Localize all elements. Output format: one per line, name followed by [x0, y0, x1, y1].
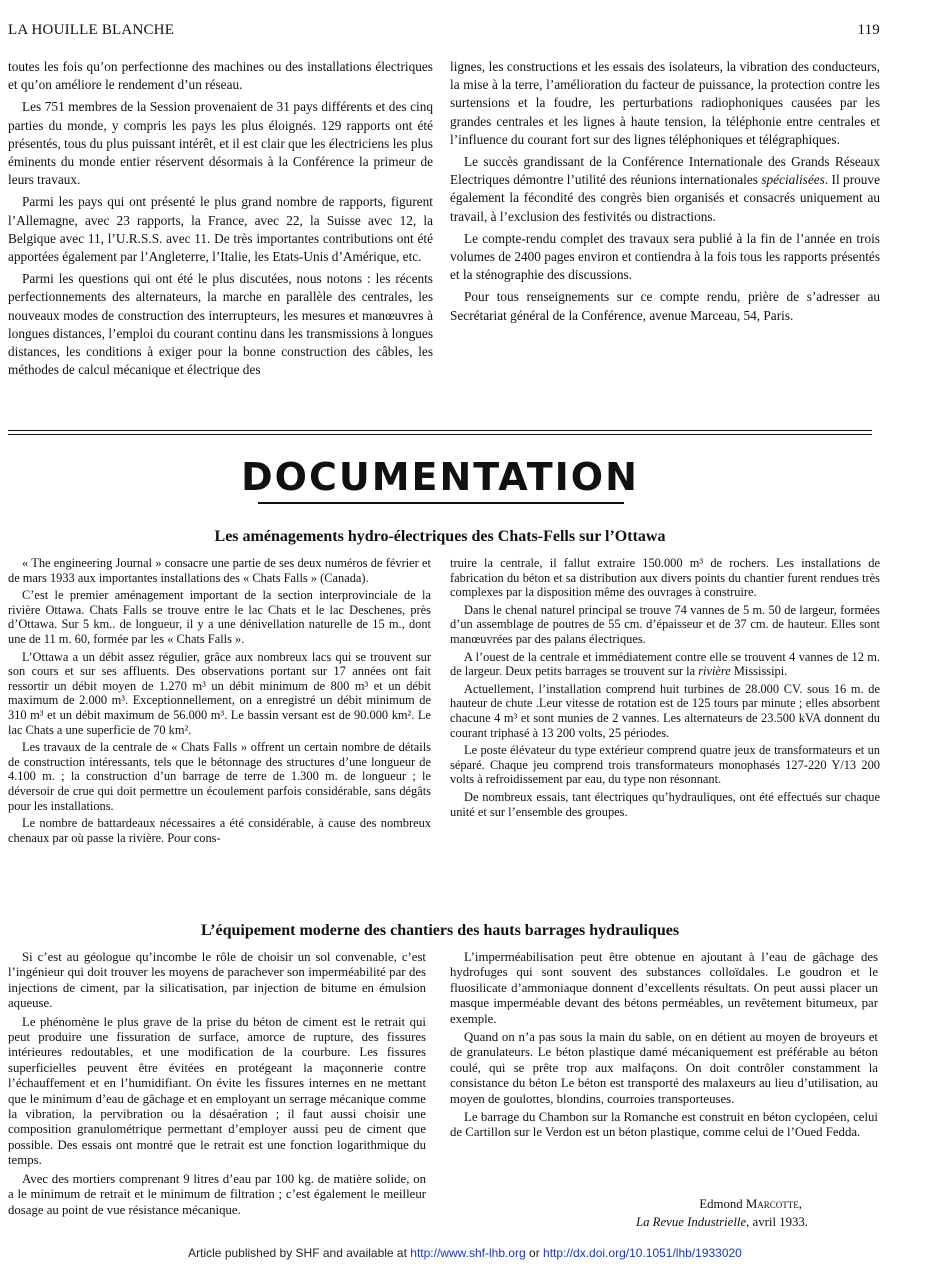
- paragraph: Si c’est au géologue qu’incombe le rôle de choisir un sol convenable, c’est l’ingénieur qui doit trouver les moyens de parachever son imperméabilité par des injections de ciment, par la silicatisation, par injection de bitume en émulsion aqueuse.: [8, 950, 426, 1011]
- paragraph: Le compte-rendu complet des travaux sera publié à la fin de l’année en trois volumes de 2400 pages environ et contiendra à la fois tous les rapports présentés et la sténographie des discussions.: [450, 230, 880, 283]
- top-left-column: [8, 58, 433, 379]
- source-citation: La Revue Industrielle, avril 1933.: [635, 1215, 808, 1229]
- paragraph: C’est le premier aménagement important de la section interprovinciale de la rivière Ottawa. Chats Falls se trouve entre le lac Chats et le lac Deschenes, près d’Ottawa. Sur 5 km.. de longueur, il y a une dénivellation naturelle de 15 m., dont une de 11 m. 60, formée par les « Chats Falls ».: [8, 588, 431, 646]
- publication-footer: Article published by SHF and available at http://www.shf-lhb.org or http://dx.doi.org/10.1051/lhb/1933020: [188, 1246, 742, 1260]
- paragraph: Les travaux de la centrale de « Chats Falls » offrent un certain nombre de détails de construction intéressants, tels que le bétonnage des structures d’une longueur de 4.100 m. ; la construction d’un barrage de terre de 1.300 m. de longueur ; le déversoir de crue qui doit permettre un écoulement parfois considérable, sans dégâts pour les installations.: [8, 740, 431, 813]
- journal-title: LA HOUILLE BLANCHE: [8, 22, 175, 38]
- paragraph: Le succès grandissant de la Conférence Internationale des Grands Réseaux Electriques démontre l’utilité des réunions internationales spécialisées. Il prouve également la fécondité des congrès bien organisés et consacrés uniquement au travail, à l’exclusion des festivités ou distractions.: [450, 154, 880, 224]
- top-right-column: [450, 58, 880, 325]
- paragraph: toutes les fois qu’on perfectionne des machines ou des installations électriques et qu’on améliore le rendement d’un réseau.: [8, 59, 433, 93]
- paragraph: « The engineering Journal » consacre une partie de ses deux numéros de février et de mars 1933 aux importantes installations des « Chats Falls » (Canada).: [8, 556, 431, 585]
- doi-link[interactable]: http://dx.doi.org/10.1051/lhb/1933020: [543, 1246, 742, 1260]
- paragraph: Pour tous renseignements sur ce compte rendu, prière de s’adresser au Secrétariat général de la Conférence, avenue Marceau, 54, Paris.: [450, 289, 880, 323]
- section1-right-column: [450, 556, 880, 819]
- separator-rule: [8, 430, 872, 431]
- section1-left-column: [8, 556, 431, 845]
- paragraph: Parmi les questions qui ont été le plus discutées, nous notons : les récents perfectionnements des alternateurs, la marche en parallèle des centrales, les nouveaux modes de construction des interrupteurs, les mesures et manœuvres à longues distances, l’emploi du courant continu dans les transmissions à longues distances, les conditions à exiger pour la bonne construction des câbles, les méthodes de calcul mécanique et électrique des: [8, 271, 433, 378]
- paragraph: L’Ottawa a un débit assez régulier, grâce aux nombreux lacs qui se trouvent sur son cours et sur ses affluents. Des observations portant sur 17 années ont fait ressortir un débit moyen de 1.270 m³ un débit minimum de 800 m³ et un débit maximum de 2.000 m³. Exceptionnellement, on a enregistré un débit minimum de 310 m³ et un débit maximum de 56.000 m³. Le bassin versant est de 90.000 km². Le lac Chats a une superficie de 70 km².: [8, 649, 431, 737]
- paragraph: L’imperméabilisation peut être obtenue en ajoutant à l’eau de gâchage des hydrofuges qui sont souvent des substances colloïdales. Le goudron et le fluosilicate d’ammoniaque donnent d’excellents résultats. On peut aussi placer un masque imperméable devant des bétons perméables, un revêtement bitumeux, par exemple.: [450, 950, 878, 1026]
- paragraph: Quand on n’a pas sous la main du sable, on en détient au moyen de broyeurs et de granulateurs. Le béton plastique damé mécaniquement est préférable au béton coulé, qui se prête trop aux malfaçons. On doit contrôler constamment la consistance du béton Le béton est transporté des malaxeurs au lieu d’utilisation, au moyen de goulottes, blondins, courroies transporteuses.: [450, 1030, 878, 1106]
- paragraph: Avec des mortiers comprenant 9 litres d’eau par 100 kg. de matière solide, on a le minimum de retrait et le minimum de filtration ; c’est également le meilleur dosage au point de vue résistance mécanique.: [8, 1171, 426, 1217]
- paragraph: Le poste élévateur du type extérieur comprend quatre jeux de transformateurs et un séparé. Chaque jeu comprend trois transformateurs monophasés 127-220 Y/13 200 volts à refroidissement par eau, du type non résonnant.: [450, 743, 880, 787]
- heading-underline: [258, 502, 624, 504]
- paragraph: De nombreux essais, tant électriques qu’hydrauliques, ont été effectués sur chaque unité et sur l’ensemble des groupes.: [450, 789, 880, 819]
- page-number: 119: [857, 22, 880, 38]
- paragraph: lignes, les constructions et les essais des isolateurs, la vibration des conducteurs, la mise à la terre, l’amélioration du facteur de puissance, la protection contre les surtensions et la foudre, les perturbations radiophoniques causées par les grandes centrales et les lignes à haute tension, la téléphonie entre centrales et l’influence du courant fort sur des lignes téléphoniques et télégraphiques.: [450, 59, 880, 147]
- section-heading: DOCUMENTATION: [241, 455, 639, 499]
- author-signature: Edmond Marcotte,: [699, 1197, 802, 1211]
- paragraph: Les 751 membres de la Session provenaient de 31 pays différents et des cinq parties du monde, y compris les pays les plus éloignés. 129 rapports ont été présentés, tous du plus puissant intérêt, et il est clair que les électriciens les plus éminents du monde entier réservent désormais à la Conférence la primeur de leurs travaux.: [8, 99, 433, 188]
- article-title: L’équipement moderne des chantiers des hauts barrages hydrauliques: [200, 922, 680, 939]
- paragraph: truire la centrale, il fallut extraire 150.000 m³ de rochers. Les installations de fabrication du béton et sa distribution aux divers points du chantier furent rendues très complexes par la disposition même des ouvrages à construire.: [450, 556, 880, 600]
- article-title: Les aménagements hydro-électriques des Chats-Fells sur l’Ottawa: [214, 528, 666, 545]
- paragraph: Dans le chenal naturel principal se trouve 74 vannes de 5 m. 50 de largeur, formées d’un assemblage de poutres de 55 cm. d’épaisseur et de 37 cm. de hauteur. Elles sont manœuvrées par des palans électriques.: [450, 602, 880, 646]
- shf-link[interactable]: http://www.shf-lhb.org: [410, 1246, 526, 1260]
- section2-right-column: [450, 950, 878, 1141]
- paragraph: Parmi les pays qui ont présenté le plus grand nombre de rapports, figurent l’Allemagne, avec 23 rapports, la France, avec 22, la Suisse avec 12, la Belgique avec 11, l’U.R.S.S. avec 11. De très importantes contributions ont été apportées également par l’Angleterre, l’Italie, les Etats-Unis d’Amérique, etc.: [8, 194, 433, 265]
- section2-left-column: [8, 950, 426, 1218]
- separator-rule: [8, 434, 872, 435]
- paragraph: Le barrage du Chambon sur la Romanche est construit en béton cyclopéen, celui de Cartillon sur le Verdon est un béton plastique, comme celui de l’Oued Fedda.: [450, 1110, 878, 1140]
- paragraph: Le nombre de battardeaux nécessaires a été considérable, à cause des nombreux chenaux par où passe la rivière. Pour cons-: [8, 816, 431, 845]
- paragraph: Le phénomène le plus grave de la prise du béton de ciment est le retrait qui peut produire une fissuration de surface, amorce de rupture, des fissures intérieures redoutables, et une modification de la courbure. Les fissures superficielles peuvent être évitées en protégeant la maçonnerie contre l’échauffement et en l’humidifiant. On évite les fissures internes en ne mettant que le minimum d’eau de gâchage et en employant un serrage mécanique comme la vibration, la pervibration ou la désaération ; il faut aussi choisir une composition granulométrique permettant d’employer aussi peu de ciment que possible. Des essais ont montré que le retrait est une fonction logarithmique du temps.: [8, 1014, 426, 1168]
- paragraph: Actuellement, l’installation comprend huit turbines de 28.000 CV. sous 16 m. de hauteur de chute .Leur vitesse de rotation est de 125 tours par minute ; elles absorbent chacune 4 m³ et sont munies de 2 vannes. Les alternateurs de 23.500 kVA donnent du courant triphasé à 13 200 volts, 25 périodes.: [450, 681, 880, 740]
- paragraph: A l’ouest de la centrale et immédiatement contre elle se trouvent 4 vannes de 12 m. de largeur. Deux petits barrages se trouvent sur la rivière Mississipi.: [450, 649, 880, 679]
